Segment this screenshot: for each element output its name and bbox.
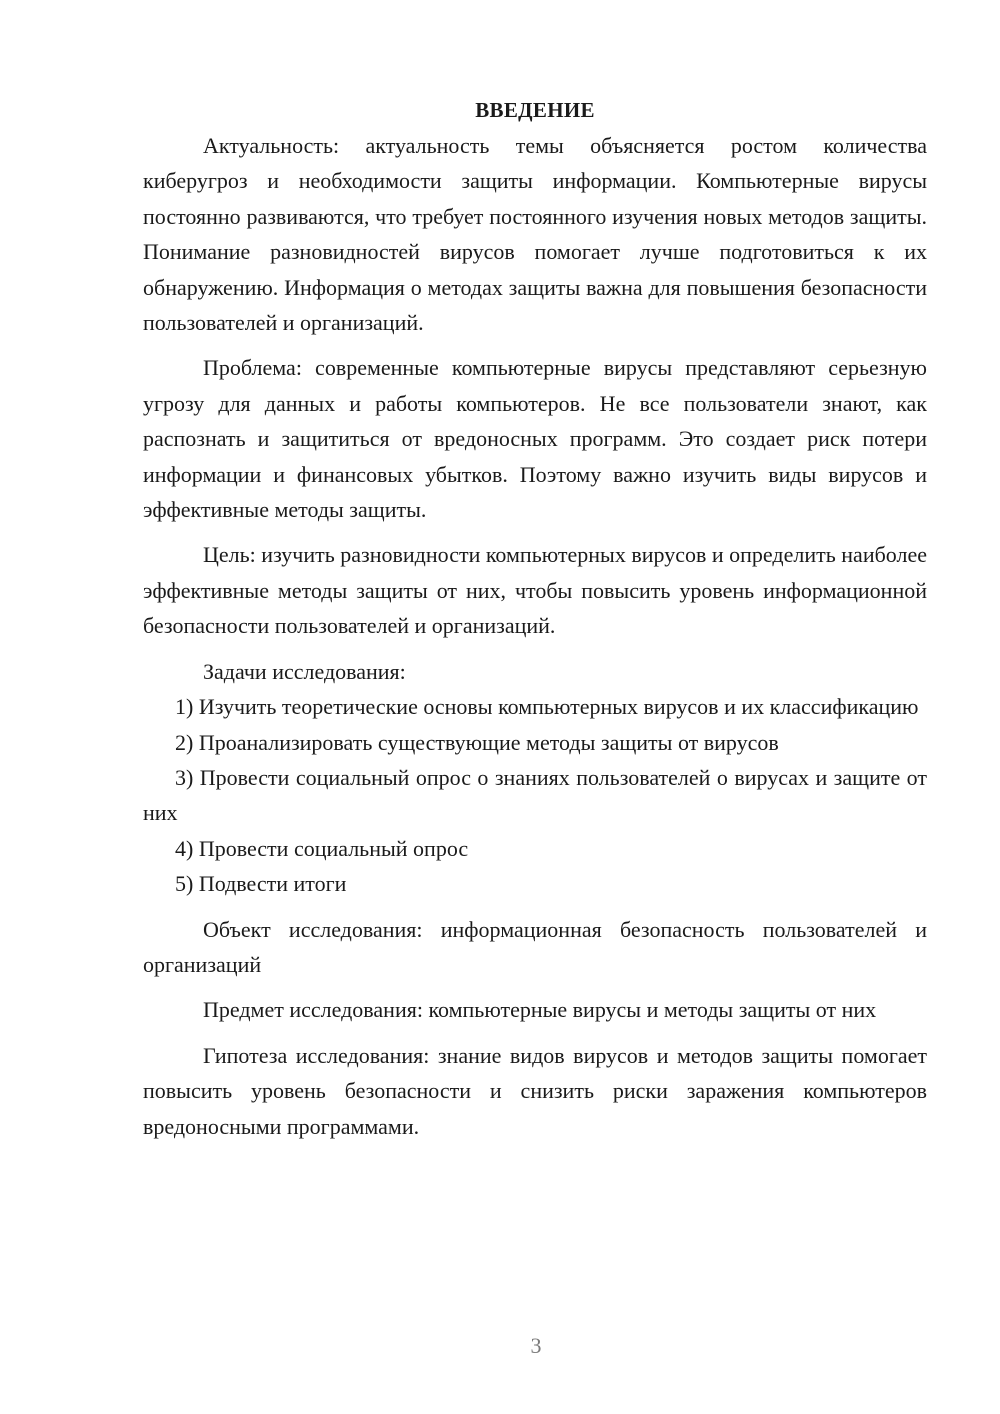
task-item-3: 3) Провести социальный опрос о знаниях пользователей о вирусах и защите от них	[143, 764, 927, 826]
paragraph-relevance: Актуальность: актуальность темы объясняется ростом количества киберугроз и необходимости защиты информации. Компьютерные вирусы постоянно развиваются, что требует постоянного изучения новых методов защиты. Понимание разновидностей вирусов помогает лучше подготовиться к их обнаружению. Информация о методах защиты важна для повышения безопасности пользователей и организаций.	[143, 133, 927, 336]
paragraph-problem: Проблема: современные компьютерные вирусы представляют серьезную угрозу для данных и работы компьютеров. Не все пользователи знают, как распознать и защититься от вредоносных программ. Это создает риск потери информации и финансовых убытков. Поэтому важно изучить виды вирусов и эффективные методы защиты.	[143, 355, 927, 523]
paragraph-object: Объект исследования: информационная безопасность пользователей и организаций	[143, 916, 927, 977]
task-item-1: 1) Изучить теоретические основы компьютерных вирусов и их классификацию	[175, 694, 919, 720]
page-content	[143, 92, 927, 1144]
paragraph-subject: Предмет исследования: компьютерные вирусы и методы защиты от них	[203, 997, 877, 1023]
section-title: ВВЕДЕНИЕ	[475, 98, 595, 122]
task-item-5: 5) Подвести итоги	[175, 871, 347, 897]
page-number: 3	[530, 1333, 542, 1358]
task-item-2: 2) Проанализировать существующие методы защиты от вирусов	[175, 729, 779, 755]
task-item-4: 4) Провести социальный опрос	[175, 835, 469, 861]
paragraph-goal: Цель: изучить разновидности компьютерных вирусов и определить наиболее эффективные методы защиты от них, чтобы повысить уровень информационной безопасности пользователей и организаций.	[143, 542, 927, 639]
paragraph-tasks-heading: Задачи исследования:	[203, 658, 406, 684]
paragraph-hypothesis: Гипотеза исследования: знание видов вирусов и методов защиты помогает повысить уровень безопасности и снизить риски заражения компьютеров вредоносными программами.	[143, 1042, 927, 1139]
